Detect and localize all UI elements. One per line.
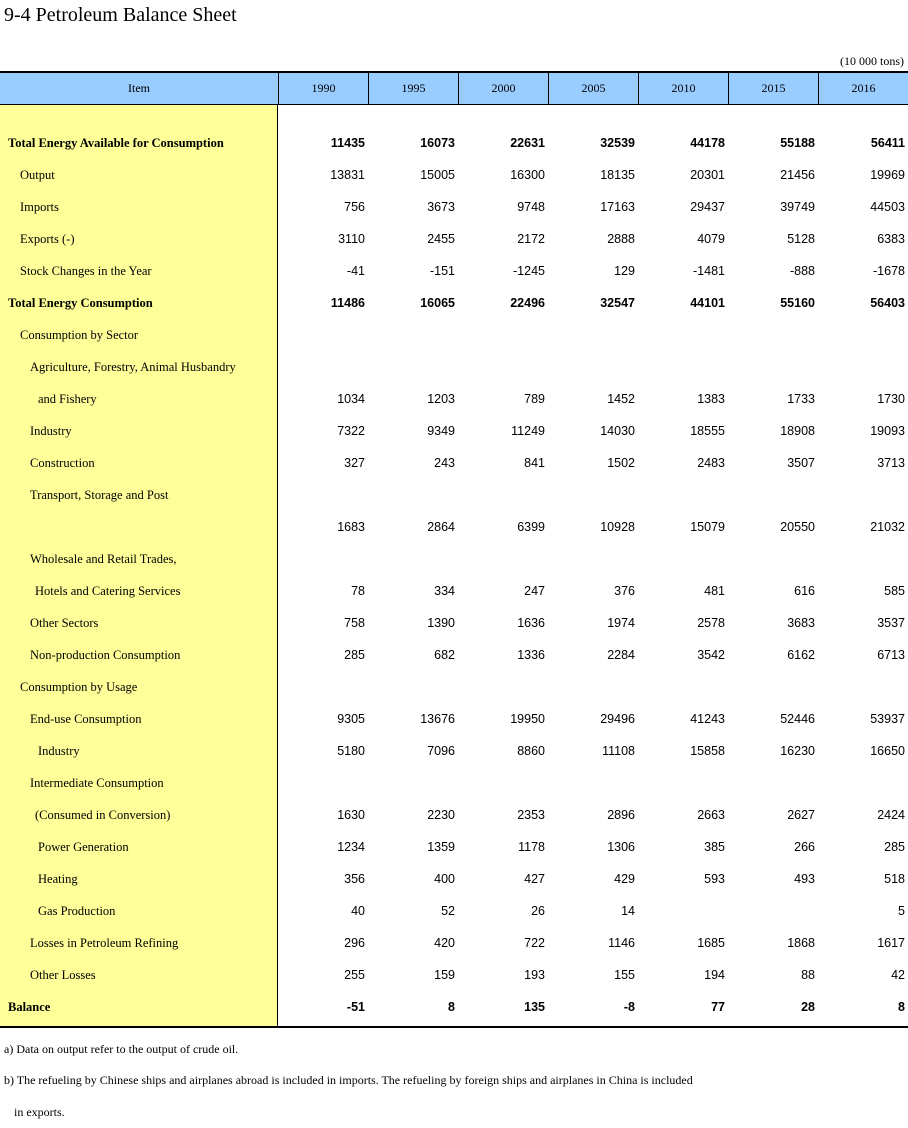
cell-1995: 1203	[427, 392, 455, 406]
cell-1990: 3110	[338, 232, 365, 246]
row-label: Construction	[30, 456, 95, 470]
table-row	[0, 639, 908, 671]
table-row	[0, 895, 908, 927]
cell-2000: 247	[524, 584, 545, 598]
cell-2005: 10928	[600, 520, 635, 534]
row-label: Imports	[20, 200, 59, 214]
cell-1995: 334	[434, 584, 455, 598]
cell-2000: 2172	[517, 232, 545, 246]
cell-1990	[275, 479, 365, 511]
cell-2000: 1636	[517, 616, 545, 630]
row-label: Gas Production	[38, 904, 116, 918]
cell-2005: 11108	[602, 744, 635, 758]
bottom-rule	[0, 1026, 908, 1028]
table-row	[0, 927, 908, 959]
cell-2005	[545, 543, 635, 575]
cell-2016: 5	[898, 904, 905, 918]
cell-2015	[725, 895, 815, 927]
cell-2010: 385	[704, 840, 725, 854]
cell-2005: 129	[614, 264, 635, 278]
cell-2005: 1452	[607, 392, 635, 406]
header-year-1990: 1990	[278, 73, 368, 104]
row-label: Heating	[38, 872, 78, 886]
cell-2015	[725, 319, 815, 351]
cell-1990: 78	[351, 584, 365, 598]
cell-1995: 3673	[427, 200, 455, 214]
cell-2015	[725, 543, 815, 575]
table-row	[0, 287, 908, 319]
row-label: Wholesale and Retail Trades,	[30, 552, 177, 566]
cell-2000	[455, 479, 545, 511]
footnote-b-continued: in exports.	[14, 1105, 65, 1119]
cell-1995: 682	[434, 648, 455, 662]
cell-1995	[365, 351, 455, 383]
row-label: Output	[20, 168, 55, 182]
unit-label: (10 000 tons)	[840, 54, 904, 68]
cell-2005: 32539	[600, 136, 635, 150]
cell-2000: 22496	[510, 296, 545, 310]
cell-1995: 15005	[420, 168, 455, 182]
cell-1990: 5180	[337, 744, 365, 758]
cell-2010: 2483	[697, 456, 725, 470]
cell-2015: 1733	[787, 392, 815, 406]
header-year-2010: 2010	[638, 73, 728, 104]
row-label: Consumption by Usage	[20, 680, 138, 694]
table-row	[0, 799, 908, 831]
cell-2000	[455, 671, 545, 703]
cell-2010: 1383	[697, 392, 725, 406]
cell-2000: -1245	[513, 264, 545, 278]
cell-2016: 56403	[870, 296, 905, 310]
cell-2016: 16650	[870, 744, 905, 758]
cell-2015	[725, 767, 815, 799]
cell-2016	[815, 351, 905, 383]
cell-2000: 22631	[510, 136, 545, 150]
table-row	[0, 127, 908, 159]
cell-2016: 585	[884, 584, 905, 598]
cell-2016	[815, 767, 905, 799]
header-year-2005: 2005	[548, 73, 638, 104]
footnote-b: b) The refueling by Chinese ships and airplanes abroad is included in imports. The refueling by foreign ships and airplanes in China is included	[4, 1073, 693, 1087]
cell-2005: 1974	[607, 616, 635, 630]
header-year-2015: 2015	[728, 73, 818, 104]
cell-2005: 2284	[607, 648, 635, 662]
cell-2010	[635, 319, 725, 351]
cell-2005: 2896	[607, 808, 635, 822]
cell-2015: 16230	[780, 744, 815, 758]
cell-1995: 7096	[427, 744, 455, 758]
table-row	[0, 767, 908, 799]
cell-1990: 296	[344, 936, 365, 950]
cell-2010: 2663	[697, 808, 725, 822]
header-year-2000: 2000	[458, 73, 548, 104]
cell-1995	[365, 671, 455, 703]
cell-2016: 19969	[870, 168, 905, 182]
cell-2005: 155	[614, 968, 635, 982]
cell-2010: 194	[704, 968, 725, 982]
cell-2000	[455, 543, 545, 575]
cell-2010: 41243	[690, 712, 725, 726]
table-row	[0, 383, 908, 415]
table-row	[0, 543, 908, 575]
cell-1990: 756	[344, 200, 365, 214]
footnote-a: a) Data on output refer to the output of crude oil.	[4, 1042, 239, 1056]
table-row	[0, 255, 908, 287]
header-item: Item	[128, 81, 150, 95]
cell-1990: 7322	[337, 424, 365, 438]
cell-2005	[545, 351, 635, 383]
cell-2010: 15858	[690, 744, 725, 758]
cell-2000	[455, 767, 545, 799]
row-label: Losses in Petroleum Refining	[30, 936, 179, 950]
cell-2010: 29437	[690, 200, 725, 214]
cell-2000: 2353	[517, 808, 545, 822]
cell-2016: 56411	[870, 136, 905, 150]
cell-2010: 18555	[690, 424, 725, 438]
table-row	[0, 223, 908, 255]
cell-1995: 2864	[427, 520, 455, 534]
table-row	[0, 351, 908, 383]
cell-2010	[635, 351, 725, 383]
cell-1995: 400	[434, 872, 455, 886]
cell-2000: 1178	[518, 840, 545, 854]
cell-2016: 44503	[870, 200, 905, 214]
cell-2016: 285	[884, 840, 905, 854]
cell-1995: 420	[434, 936, 455, 950]
cell-2015: 21456	[780, 168, 815, 182]
cell-2016	[815, 543, 905, 575]
cell-1990	[275, 671, 365, 703]
cell-2000: 8860	[517, 744, 545, 758]
cell-1995: 243	[434, 456, 455, 470]
cell-1990: 11435	[330, 136, 365, 150]
cell-2005: 32547	[600, 296, 635, 310]
row-label: Intermediate Consumption	[30, 776, 164, 790]
cell-2005	[545, 479, 635, 511]
cell-2016: 53937	[870, 712, 905, 726]
header-year-2016: 2016	[818, 73, 908, 104]
cell-2010: 2578	[697, 616, 725, 630]
table-row	[0, 959, 908, 991]
cell-2000	[455, 351, 545, 383]
cell-2005: 29496	[600, 712, 635, 726]
cell-2010: -1481	[693, 264, 725, 278]
table-row	[0, 671, 908, 703]
cell-1995: 2230	[427, 808, 455, 822]
row-label: (Consumed in Conversion)	[35, 808, 171, 822]
row-label: Balance	[8, 1000, 51, 1014]
row-label: Industry	[38, 744, 80, 758]
cell-2010: 3542	[697, 648, 725, 662]
row-label: Other Sectors	[30, 616, 99, 630]
cell-2000	[455, 319, 545, 351]
cell-2000: 16300	[510, 168, 545, 182]
row-label: Total Energy Consumption	[8, 296, 153, 310]
cell-2016: 3713	[877, 456, 905, 470]
row-label: Agriculture, Forestry, Animal Husbandry	[30, 360, 236, 374]
cell-2005: 2888	[607, 232, 635, 246]
cell-2015: 1868	[787, 936, 815, 950]
row-label: and Fishery	[38, 392, 97, 406]
cell-1995: 2455	[427, 232, 455, 246]
cell-2010: 20301	[690, 168, 725, 182]
table-row	[0, 575, 908, 607]
cell-2016: 42	[891, 968, 905, 982]
cell-2010: 4079	[697, 232, 725, 246]
cell-2005: 17163	[600, 200, 635, 214]
cell-1990	[275, 767, 365, 799]
cell-1990: -41	[346, 264, 365, 278]
row-label: Non-production Consumption	[30, 648, 181, 662]
row-label: End-use Consumption	[30, 712, 142, 726]
row-label: Total Energy Available for Consumption	[8, 136, 224, 150]
cell-2016	[815, 479, 905, 511]
row-label: Hotels and Catering Services	[35, 584, 181, 598]
cell-2010: 44101	[690, 296, 725, 310]
cell-2015: 52446	[780, 712, 815, 726]
cell-2010	[635, 543, 725, 575]
cell-2010: 1685	[697, 936, 725, 950]
cell-1990: 327	[344, 456, 365, 470]
table-row	[0, 991, 908, 1023]
cell-2015: 3683	[787, 616, 815, 630]
cell-1990: -51	[346, 1000, 365, 1014]
table-row	[0, 511, 908, 543]
cell-2005	[545, 319, 635, 351]
cell-2005	[545, 671, 635, 703]
cell-2016: 6383	[877, 232, 905, 246]
cell-2016: 2424	[877, 808, 905, 822]
cell-2016: 518	[884, 872, 905, 886]
cell-2005: 1306	[607, 840, 635, 854]
cell-1995	[365, 767, 455, 799]
cell-2010: 44178	[690, 136, 725, 150]
cell-1990: 11486	[330, 296, 365, 310]
cell-1995	[365, 479, 455, 511]
row-label: Exports (-)	[20, 232, 75, 246]
cell-1990: 40	[351, 904, 365, 918]
cell-2010	[635, 479, 725, 511]
cell-2000: 789	[524, 392, 545, 406]
cell-2016: 1617	[877, 936, 905, 950]
cell-1990: 1683	[337, 520, 365, 534]
table-row	[0, 479, 908, 511]
cell-1990: 356	[344, 872, 365, 886]
cell-1990: 1034	[337, 392, 365, 406]
cell-1995	[365, 543, 455, 575]
cell-2005: 14030	[600, 424, 635, 438]
cell-1990: 13831	[330, 168, 365, 182]
header-year-1995: 1995	[368, 73, 458, 104]
cell-1995: 13676	[420, 712, 455, 726]
cell-2000: 6399	[517, 520, 545, 534]
table-row	[0, 415, 908, 447]
table-row	[0, 607, 908, 639]
table-row	[0, 735, 908, 767]
cell-2015	[725, 479, 815, 511]
cell-2000: 427	[524, 872, 545, 886]
cell-2000: 193	[524, 968, 545, 982]
table-row	[0, 703, 908, 735]
cell-2005: 429	[614, 872, 635, 886]
cell-2016: 6713	[877, 648, 905, 662]
cell-2015: 28	[801, 1000, 815, 1014]
table-row	[0, 831, 908, 863]
cell-2015: 266	[794, 840, 815, 854]
cell-2015: 55188	[780, 136, 815, 150]
cell-1995: -151	[429, 264, 455, 278]
cell-2015: 18908	[780, 424, 815, 438]
cell-2015: 5128	[787, 232, 815, 246]
row-label: Power Generation	[38, 840, 129, 854]
table-row	[0, 863, 908, 895]
cell-2016: 21032	[870, 520, 905, 534]
cell-1995: 1390	[427, 616, 455, 630]
cell-2010: 593	[704, 872, 725, 886]
cell-2005: 14	[621, 904, 635, 918]
cell-2015: 493	[794, 872, 815, 886]
cell-1990: 9305	[337, 712, 365, 726]
cell-1995: 159	[434, 968, 455, 982]
cell-2015: 20550	[780, 520, 815, 534]
cell-1995: 1359	[427, 840, 455, 854]
cell-2000: 11249	[511, 424, 545, 438]
table-header	[0, 73, 908, 105]
cell-1990: 1234	[337, 840, 365, 854]
cell-2015: 88	[801, 968, 815, 982]
cell-1990: 1630	[337, 808, 365, 822]
cell-2010	[635, 671, 725, 703]
row-label: Industry	[30, 424, 72, 438]
cell-1990	[275, 319, 365, 351]
cell-2015: 616	[794, 584, 815, 598]
cell-1995: 16073	[420, 136, 455, 150]
cell-2016	[815, 671, 905, 703]
table-row	[0, 159, 908, 191]
cell-1995	[365, 319, 455, 351]
cell-2000: 19950	[510, 712, 545, 726]
table-row	[0, 191, 908, 223]
cell-2005: 1146	[608, 936, 635, 950]
cell-2005: 376	[614, 584, 635, 598]
cell-1990	[275, 543, 365, 575]
cell-2005: 18135	[600, 168, 635, 182]
page-title: 9-4 Petroleum Balance Sheet	[4, 4, 237, 26]
cell-2000: 9748	[517, 200, 545, 214]
row-label: Transport, Storage and Post	[30, 488, 169, 502]
cell-2015	[725, 351, 815, 383]
row-label: Consumption by Sector	[20, 328, 139, 342]
cell-2016: 19093	[870, 424, 905, 438]
cell-2015: 2627	[787, 808, 815, 822]
cell-1995: 9349	[427, 424, 455, 438]
cell-2015: -888	[789, 264, 815, 278]
cell-1990	[275, 351, 365, 383]
cell-2015: 55160	[780, 296, 815, 310]
cell-1995: 52	[441, 904, 455, 918]
cell-2015: 39749	[780, 200, 815, 214]
cell-1995: 16065	[420, 296, 455, 310]
cell-2005: 1502	[607, 456, 635, 470]
cell-2000: 1336	[517, 648, 545, 662]
cell-2010: 77	[711, 1000, 725, 1014]
cell-2010: 15079	[690, 520, 725, 534]
cell-2000: 841	[524, 456, 545, 470]
cell-2016	[815, 319, 905, 351]
cell-2015: 6162	[787, 648, 815, 662]
cell-2015: 3507	[787, 456, 815, 470]
cell-2010: 481	[704, 584, 725, 598]
cell-2000: 135	[524, 1000, 545, 1014]
cell-2016: 1730	[877, 392, 905, 406]
cell-2000: 26	[531, 904, 545, 918]
cell-2000: 722	[524, 936, 545, 950]
cell-2010	[635, 895, 725, 927]
cell-2015	[725, 671, 815, 703]
table-row	[0, 319, 908, 351]
cell-2005: -8	[623, 1000, 635, 1014]
cell-1990: 285	[344, 648, 365, 662]
cell-2016: -1678	[873, 264, 905, 278]
row-label: Other Losses	[30, 968, 96, 982]
cell-2016: 3537	[877, 616, 905, 630]
cell-1990: 758	[344, 616, 365, 630]
cell-1995: 8	[448, 1000, 455, 1014]
cell-2005	[545, 767, 635, 799]
cell-1990: 255	[344, 968, 365, 982]
table-row	[0, 447, 908, 479]
row-label: Stock Changes in the Year	[20, 264, 152, 278]
cell-2016: 8	[898, 1000, 905, 1014]
cell-2010	[635, 767, 725, 799]
